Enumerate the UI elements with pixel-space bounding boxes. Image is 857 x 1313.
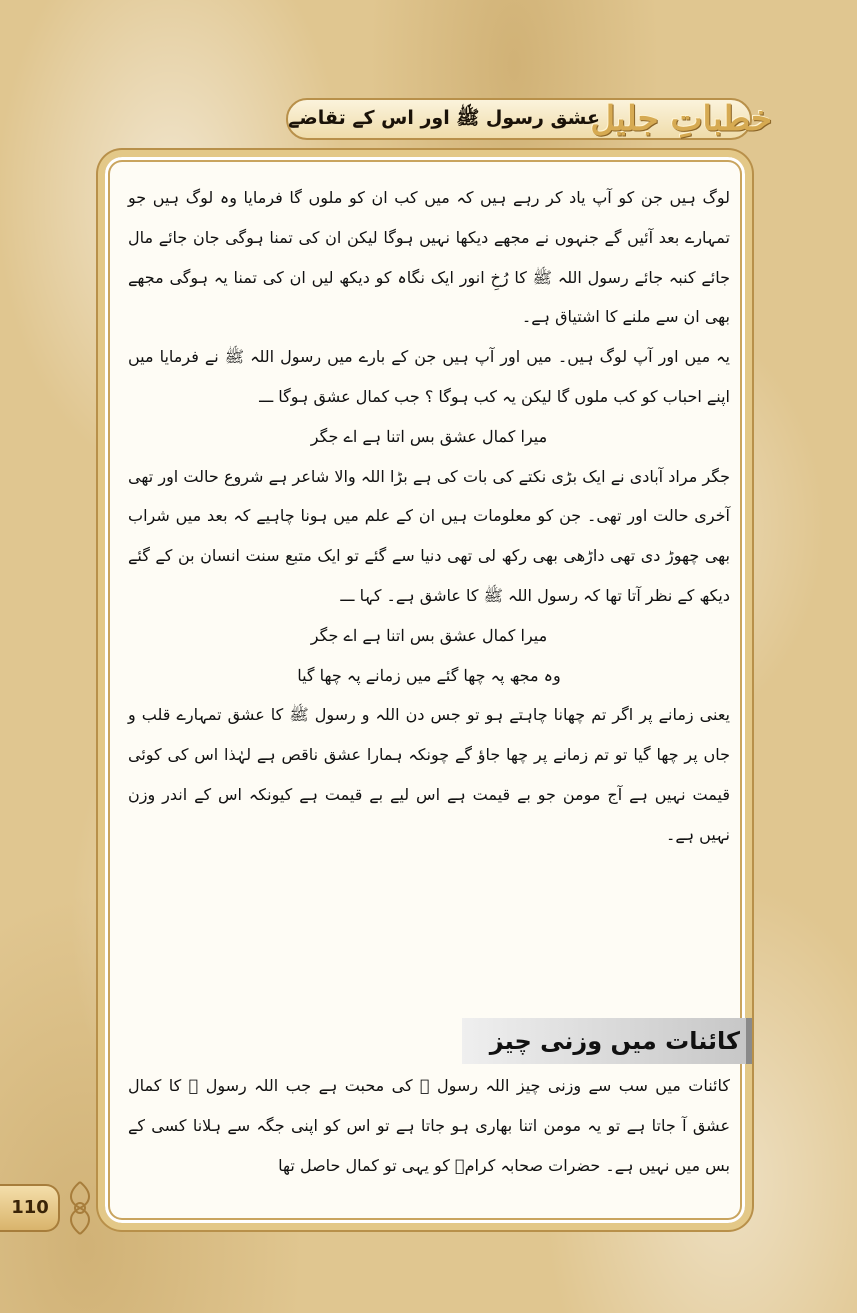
paragraph-2: یہ میں اور آپ لوگ ہیں۔ میں اور آپ ہیں جن کے بارے میں رسول اللہ ﷺ نے فرمایا میں اپنے احباب کو کب ملوں گا لیکن یہ کب ہوگا ؟ جب کمال عشق ہوگا ـــ — [128, 347, 730, 406]
verse-2-line-2: وہ مجھ پہ چھا گئے میں زمانے پہ چھا گیا — [297, 665, 561, 685]
verse-1: میرا کمال عشق بس اتنا ہے اے جگر — [310, 426, 548, 446]
page-number: 110 — [11, 1197, 49, 1218]
book-brand-logo: خطباتِ جلیل — [590, 99, 772, 139]
section-paragraph: کائنات میں سب سے وزنی چیز اللہ رسول ﷺ کی محبت ہے جب اللہ رسول ﷺ کا کمال عشق آ جاتا ہے تو یہ مومن اتنا بھاری ہو جاتا ہے تو اس کو اپنی جگہ سے ہلانا کسی کے بس میں نہیں ہے۔ حضرات صحابہ کرامؓ کو یہی تو کمال حاصل تھا — [128, 1076, 730, 1175]
section-heading: کائنات میں وزنی چیز — [489, 1027, 740, 1055]
paragraph-3: جگر مراد آبادی نے ایک بڑی نکتے کی بات کی ہے بڑا اللہ والا شاعر ہے شروع حالت اور تھی آخری حالت اور تھی۔ جن کو معلومات ہیں ان کے علم میں ہونا چاہیے کہ بعد میں شراب بھی چھوڑ دی تھی داڑھی بھی رکھ لی تھی دنیا سے گئے تو ایک متبع سنت انسان بن کے گئے دیکھ کے نظر آتا تھا کہ رسول اللہ ﷺ کا عاشق ہے۔ کہا ـــ — [128, 466, 730, 605]
verse-2-line-1: میرا کمال عشق بس اتنا ہے اے جگر — [310, 625, 548, 645]
running-header-title: عشق رسول ﷺ اور اس کے تقاضے — [288, 107, 600, 129]
section-body-text — [128, 1066, 730, 1196]
paragraph-1: لوگ ہیں جن کو آپ یاد کر رہے ہیں کہ میں کب ان کو ملوں گا فرمایا وہ لوگ ہیں جو تمہارے بعد آئیں گے جنہوں نے مجھے دیکھا نہیں ہوگا لیکن ان کی تمنا ہوگی جان جائے مال جائے کنبہ جائے رسول اللہ ﷺ کا رُخِ انور ایک نگاہ کو دیکھ لیں ان کی تمنا یہ ہوگی مجھے بھی ان سے ملنے کا اشتیاق ہے۔ — [128, 188, 730, 327]
paragraph-4: یعنی زمانے پر اگر تم چھانا چاہتے ہو تو جس دن اللہ و رسول ﷺ کا عشق تمہارے قلب و جاں پر چھا گیا تو تم زمانے پر چھا جاؤ گے چونکہ ہمارا عشق ناقص ہے لہٰذا اس کی کوئی قیمت نہیں ہے آج مومن جو بے قیمت ہے اس لیے بے قیمت ہے کیونکہ اس کے اندر وزن نہیں ہے۔ — [128, 705, 730, 844]
floral-ornament-icon — [58, 1178, 102, 1238]
